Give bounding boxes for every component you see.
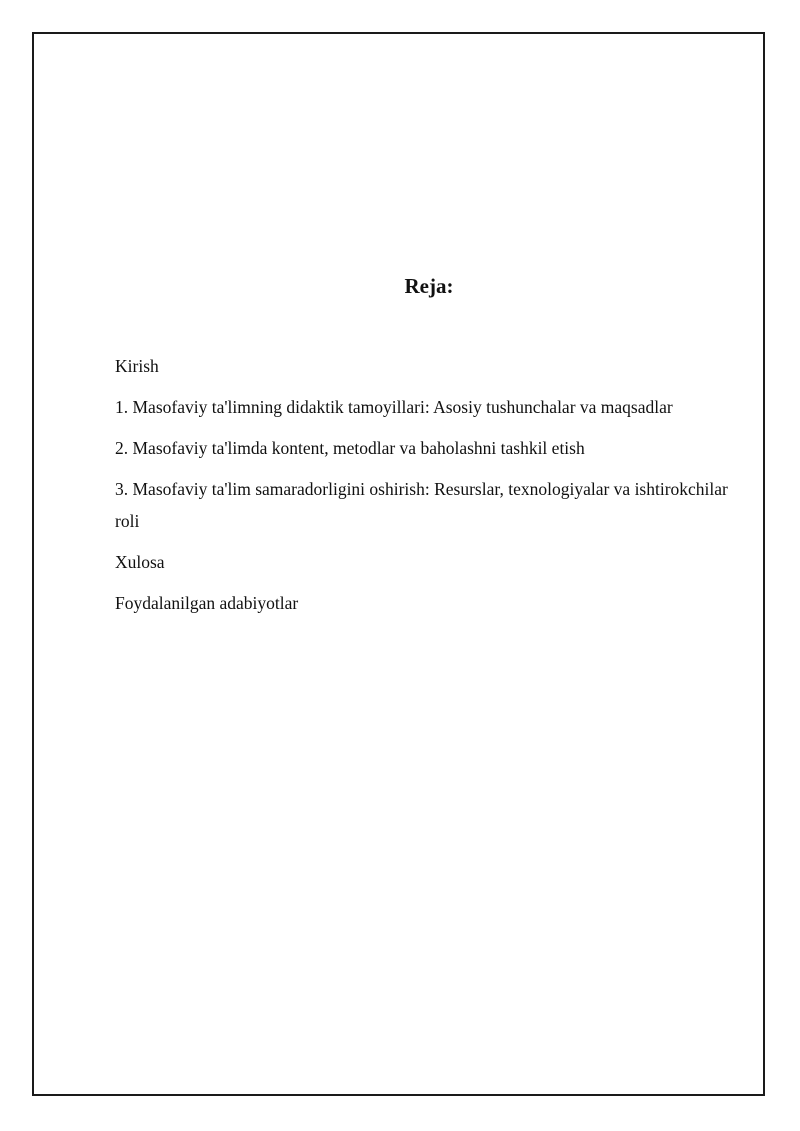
list-item-section-3: 3. Masofaviy ta'lim samaradorligini oshirish: Resurslar, texnologiyalar va ishtirokchilar roli — [115, 479, 728, 531]
list-item-references: Foydalanilgan adabiyotlar — [115, 593, 299, 613]
list-item-conclusion: Xulosa — [115, 552, 165, 572]
list-item-introduction: Kirish — [115, 356, 159, 376]
list-item-section-2: 2. Masofaviy ta'limda kontent, metodlar va baholashni tashkil etish — [115, 438, 585, 458]
page-title: Reja: — [404, 274, 454, 298]
list-item-section-1: 1. Masofaviy ta'limning didaktik tamoyillari: Asosiy tushunchalar va maqsadlar — [115, 397, 673, 417]
plan-list — [115, 350, 735, 628]
